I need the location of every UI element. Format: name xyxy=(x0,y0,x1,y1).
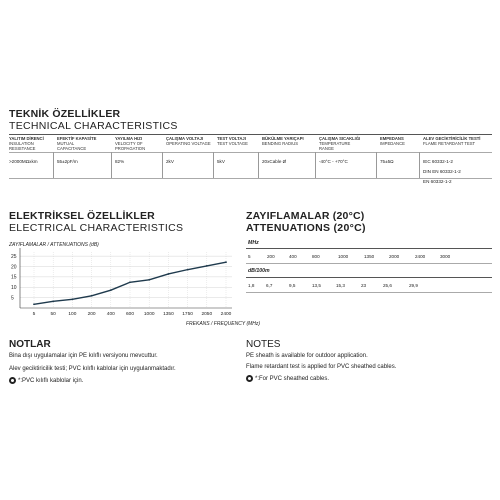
table-header-rule xyxy=(9,152,492,153)
table-column-separator xyxy=(258,152,259,178)
column-value: 5kV xyxy=(217,159,225,164)
column-header-en: MUTUAL CAPACITANCE xyxy=(57,141,87,152)
table-column-separator xyxy=(315,152,316,178)
column-header xyxy=(380,136,426,146)
table-column-separator xyxy=(53,152,54,178)
column-header-tr: ALEV GECİKTİRİCİLİK TESTİ xyxy=(423,136,481,141)
column-header xyxy=(166,136,212,146)
divider xyxy=(246,277,492,278)
x-tick-label: 5 xyxy=(32,312,36,317)
x-tick-label: 100 xyxy=(68,312,77,317)
column-value: 20xCable Ø xyxy=(262,159,287,164)
mhz-value: 2400 xyxy=(415,254,426,259)
x-tick-label: 2400 xyxy=(220,312,232,317)
column-value: -40°C - +70°C xyxy=(319,159,348,164)
divider xyxy=(246,263,492,264)
column-value: 75±5Ω xyxy=(380,159,394,164)
x-tick-label: 400 xyxy=(106,312,115,317)
table-column-separator xyxy=(376,152,377,178)
column-header-en: IMPEDANCE xyxy=(380,141,405,147)
column-header-tr: YALITIM DİRENCİ xyxy=(9,136,44,141)
column-header-tr: TEST VOLTAJI xyxy=(217,136,246,141)
column-header-en: INSULATION RESISTANCE xyxy=(9,141,36,152)
note-en-3: *:For PVC sheathed cables. xyxy=(255,376,330,383)
column-value: 2kV xyxy=(166,159,174,164)
x-tick-label: 50 xyxy=(50,312,56,317)
table-top-rule xyxy=(9,134,492,135)
column-header-en: OPERATING VOLTAGE xyxy=(166,141,211,147)
db-value: 13,5 xyxy=(312,283,321,288)
table-column-separator xyxy=(111,152,112,178)
data-point xyxy=(91,295,93,297)
notes-title-tr: NOTLAR xyxy=(9,339,51,350)
mhz-value: 800 xyxy=(312,254,320,259)
db-value: 29,9 xyxy=(409,283,418,288)
column-value: 55±2pF/m xyxy=(57,159,78,164)
attenuation-title-en: ATTENUATIONS (20°C) xyxy=(246,222,366,234)
y-tick-label: 20 xyxy=(11,264,17,271)
electrical-title-tr: ELEKTRİKSEL ÖZELLİKLER xyxy=(9,210,155,222)
column-header-tr: EMPEDANS xyxy=(380,136,404,141)
column-header xyxy=(217,136,263,146)
column-header-en: TEMPERATURE RANGE xyxy=(319,141,351,152)
column-value: IEC 60332-1-2 xyxy=(423,159,453,164)
note-tr-1: Bina dışı uygulamalar için PE kılıflı versiyonu mevcuttur. xyxy=(9,353,158,359)
table-bottom-rule xyxy=(9,178,492,179)
note-en-1: PE sheath is available for outdoor application. xyxy=(246,353,368,359)
note-tr-2: Alev geciktiricilik testi; PVC kılıflı kablolar için uygulanmaktadır. xyxy=(9,366,176,372)
note-en-3-row xyxy=(246,375,329,382)
column-header xyxy=(319,136,365,152)
mhz-value: 1350 xyxy=(364,254,375,259)
column-header-tr: ÇALIŞMA SICAKLIĞI xyxy=(319,136,361,141)
notes-title-en: NOTES xyxy=(246,339,281,350)
x-tick-label: 600 xyxy=(125,312,135,317)
db-value: 15,3 xyxy=(336,283,345,288)
y-tick-label: 5 xyxy=(11,295,14,302)
column-header-tr: ÇALIŞMA VOLTAJI xyxy=(166,136,204,141)
divider xyxy=(246,292,492,293)
mhz-value: 5 xyxy=(248,254,251,259)
data-point xyxy=(187,269,189,271)
note-tr-3: *:PVC kılıflı kablolar için. xyxy=(18,378,84,385)
mhz-value: 3000 xyxy=(440,254,451,259)
column-value: EN 60332-1-2 xyxy=(423,179,452,184)
divider xyxy=(246,248,492,249)
column-header-en: VELOCITY OF PROPAGATION xyxy=(115,141,146,152)
x-tick-label: 1000 xyxy=(143,312,155,317)
column-header xyxy=(262,136,308,146)
column-header-en: BENDING RADIUS xyxy=(262,141,299,147)
y-tick-label: 10 xyxy=(11,285,17,292)
y-axis-label: ZAYIFLAMALAR / ATTENUATIONS (dB) xyxy=(9,242,99,248)
mhz-value: 400 xyxy=(289,254,297,259)
data-point xyxy=(52,300,54,302)
mhz-label: MHz xyxy=(248,240,259,246)
x-tick-label: 1750 xyxy=(182,312,193,317)
column-header xyxy=(57,136,103,152)
technical-title-tr: TEKNİK ÖZELLİKLER xyxy=(9,108,121,120)
column-value: >2000MΩxkm xyxy=(9,159,38,164)
table-column-separator xyxy=(162,152,163,178)
data-point xyxy=(206,265,208,267)
x-tick-label: 200 xyxy=(87,312,96,317)
data-point xyxy=(129,281,131,283)
db-value: 9,5 xyxy=(289,283,296,288)
certification-logo-icon xyxy=(9,377,16,384)
data-point xyxy=(33,303,35,305)
column-header-tr: EFEKTİF KAPASİTE xyxy=(57,136,97,141)
column-value: 82% xyxy=(115,159,125,164)
column-header-en: TEST VOLTAGE xyxy=(217,141,248,147)
technical-title-en: TECHNICAL CHARACTERISTICS xyxy=(9,120,178,132)
mhz-value: 2000 xyxy=(389,254,400,259)
db-value: 25,6 xyxy=(383,283,392,288)
column-header xyxy=(115,136,161,152)
db-value: 1,8 xyxy=(248,283,255,288)
data-point xyxy=(225,261,227,263)
data-point xyxy=(148,279,150,281)
data-point xyxy=(110,289,112,291)
column-header-tr: YAYILMA HIZI xyxy=(115,136,142,141)
y-tick-label: 15 xyxy=(11,274,17,281)
x-tick-label: 1350 xyxy=(163,312,174,317)
column-value: DIN EN 60332-1-2 xyxy=(423,169,461,174)
db-value: 6,7 xyxy=(266,283,273,288)
mhz-value: 200 xyxy=(267,254,275,259)
note-tr-3-row xyxy=(9,377,83,384)
x-axis-label: FREKANS / FREQUENCY (MHz) xyxy=(186,321,261,327)
mhz-value: 1000 xyxy=(338,254,349,259)
column-header xyxy=(423,136,493,146)
column-header-en: FLAME RETARDANT TEST xyxy=(423,141,476,147)
attenuation-title-tr: ZAYIFLAMALAR (20°C) xyxy=(246,210,365,222)
electrical-title-en: ELECTRICAL CHARACTERISTICS xyxy=(9,222,184,234)
column-header xyxy=(9,136,55,152)
data-point xyxy=(72,298,74,300)
column-header-tr: BÜKÜLME YARIÇAPI xyxy=(262,136,304,141)
certification-logo-icon xyxy=(246,375,253,382)
y-tick-label: 25 xyxy=(11,253,17,260)
x-tick-label: 2050 xyxy=(201,312,213,317)
table-column-separator xyxy=(419,152,420,178)
table-column-separator xyxy=(213,152,214,178)
db-value: 23 xyxy=(361,283,367,288)
note-en-2: Flame retardant test is applied for PVC sheathed cables. xyxy=(246,364,397,370)
data-point xyxy=(168,273,170,275)
db-label: dB/100m xyxy=(248,268,270,274)
